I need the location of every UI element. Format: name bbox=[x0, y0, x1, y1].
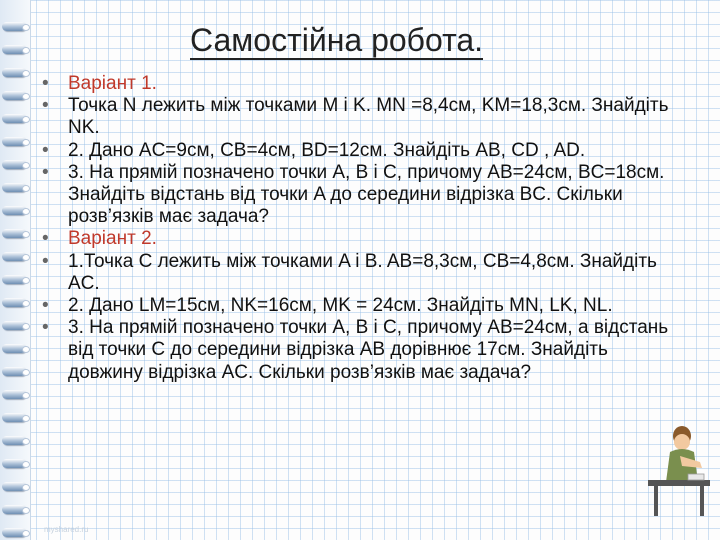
spiral-ring bbox=[2, 390, 26, 399]
spiral-ring bbox=[2, 160, 26, 169]
spiral-ring bbox=[2, 528, 26, 537]
spiral-binding bbox=[0, 0, 31, 540]
list-item-variant-2: • Варіант 2. bbox=[40, 228, 680, 250]
list-item: • 2. Дано LM=15см, NK=16см, MK = 24см. Знайдіть MN, LK, NL. bbox=[40, 295, 680, 317]
spiral-ring bbox=[2, 367, 26, 376]
spiral-ring bbox=[2, 229, 26, 238]
spiral-ring bbox=[2, 321, 26, 330]
spiral-ring bbox=[2, 275, 26, 284]
spiral-ring bbox=[2, 206, 26, 215]
spiral-ring bbox=[2, 436, 26, 445]
spiral-ring bbox=[2, 114, 26, 123]
spiral-ring bbox=[2, 137, 26, 146]
watermark: myshared.ru bbox=[44, 525, 89, 534]
spiral-ring bbox=[2, 505, 26, 514]
list-item: • Точка N лежить між точками M і K. MN =8,4см, KM=18,3см. Знайдіть NK. bbox=[40, 95, 680, 139]
spiral-ring bbox=[2, 252, 26, 261]
spiral-ring bbox=[2, 459, 26, 468]
spiral-ring bbox=[2, 482, 26, 491]
spiral-ring bbox=[2, 298, 26, 307]
slide-title: Самостійна робота. bbox=[190, 22, 484, 58]
spiral-ring bbox=[2, 68, 26, 77]
spiral-ring bbox=[2, 91, 26, 100]
list-item: • 3. На прямій позначено точки A, B і C, причому AB=24см, BC=18см. Знайдіть відстань від точки A до середини відрізка BC. Скільки розв’язків має задача? bbox=[40, 162, 680, 229]
list-item: • 3. На прямій позначено точки A, B і C, причому AB=24см, а відстань від точки C до середини відрізка AB дорівнює 17см. Знайдіть довжину відрізка AC. Скільки розв’язків має задача? bbox=[40, 317, 680, 384]
list-item: • 2. Дано AC=9см, CB=4см, BD=12см. Знайдіть AB, CD , AD. bbox=[40, 140, 680, 162]
spiral-ring bbox=[2, 413, 26, 422]
spiral-ring bbox=[2, 22, 26, 31]
spiral-ring bbox=[2, 45, 26, 54]
spiral-ring bbox=[2, 183, 26, 192]
task-list bbox=[40, 73, 680, 384]
list-item: • 1.Точка C лежить між точками A і B. AB=8,3см, CB=4,8см. Знайдіть AC. bbox=[40, 251, 680, 295]
spiral-ring bbox=[2, 344, 26, 353]
student-at-desk-icon bbox=[644, 420, 714, 520]
list-item-variant-1: • Варіант 1. bbox=[40, 73, 680, 95]
